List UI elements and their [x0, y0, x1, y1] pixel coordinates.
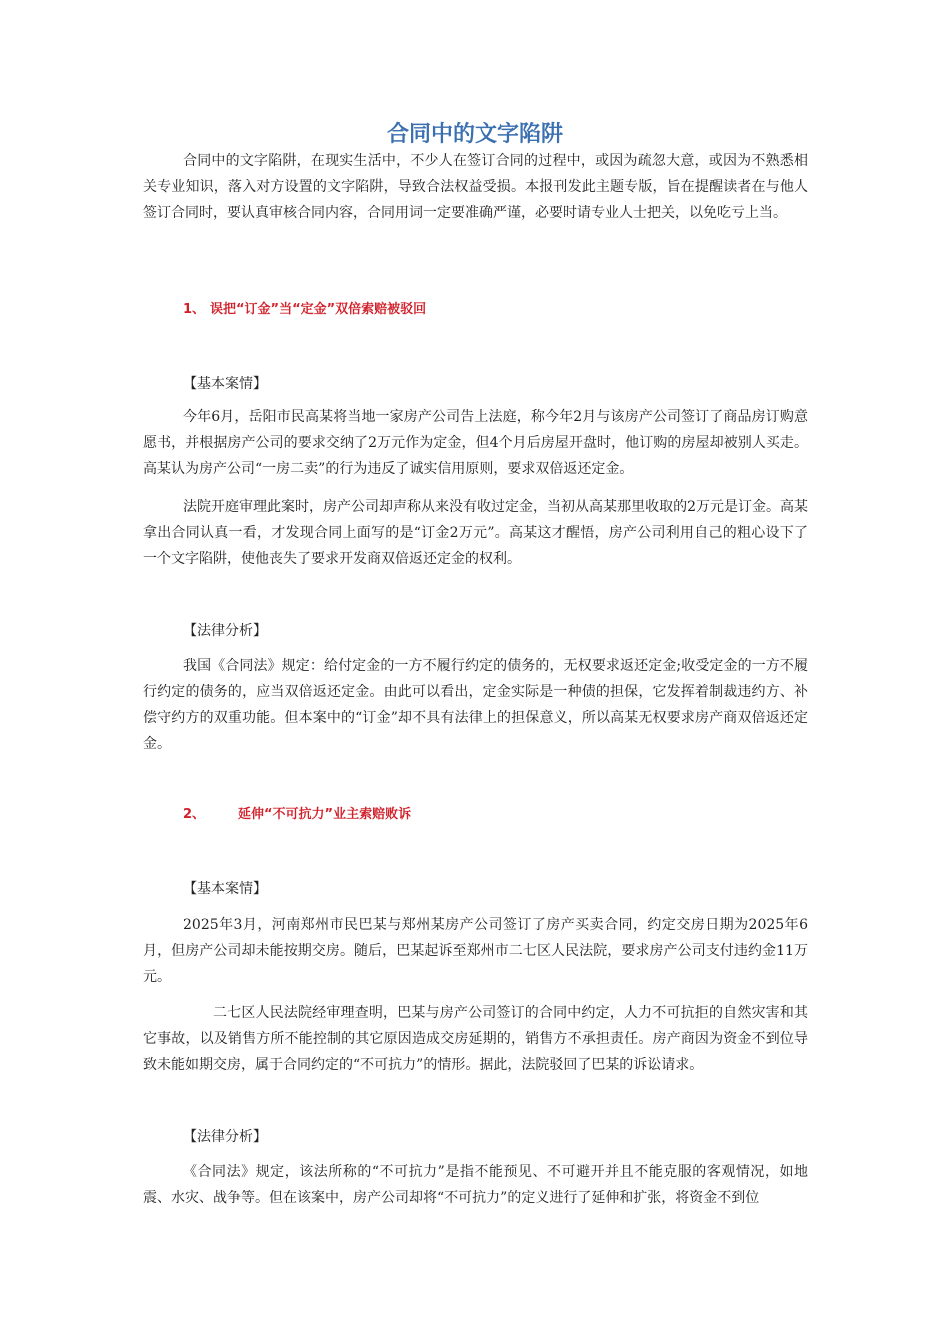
- section-2-analysis-paragraph: 《合同法》规定，该法所称的“不可抗力”是指不能预见、不可避开并且不能克服的客观情况，如地震、水灾、战争等。但在该案中，房产公司却将“不可抗力”的定义进行了延伸和扩张，将资金不到位: [143, 1164, 808, 1206]
- section-1-number: 1、: [183, 302, 206, 317]
- section-2-case-paragraph-2: 二七区人民法院经审理查明，巴某与房产公司签订的合同中约定，人力不可抗拒的自然灾害和其它事故，以及销售方所不能控制的其它原因造成交房延期的，销售方不承担责任。房产商因为资金不到位导致未能如期交房，属于合同约定的“不可抗力”的情形。据此，法院驳回了巴某的诉讼请求。: [143, 1005, 808, 1073]
- section-2-number: 2、: [183, 807, 206, 822]
- section-1-case-paragraph-1: 今年6月，岳阳市民高某将当地一家房产公司告上法庭，称今年2月与该房产公司签订了商品房订购意愿书，并根据房产公司的要求交纳了2万元作为定金，但4个月后房屋开盘时，他订购的房屋却被别人买走。高某认为房产公司“一房二卖”的行为违反了诚实信用原则，要求双倍返还定金。: [143, 409, 808, 477]
- section-1-analysis-paragraph: 我国《合同法》规定：给付定金的一方不履行约定的债务的，无权要求返还定金;收受定金的一方不履行约定的债务的，应当双倍返还定金。由此可以看出，定金实际是一种债的担保，它发挥着制裁违约方、补偿守约方的双重功能。但本案中的“订金”却不具有法律上的担保意义，所以高某无权要求房产商双倍返还定金。: [143, 658, 808, 752]
- section-1-title: 误把“订金”当“定金”双倍索赔被驳回: [210, 302, 427, 317]
- section-2-title: 延伸“不可抗力”业主索赔败诉: [238, 807, 412, 822]
- section-1-heading: [183, 300, 426, 320]
- section-1-analysis-label: 【法律分析】: [183, 623, 267, 639]
- section-2-analysis-label: 【法律分析】: [183, 1129, 267, 1145]
- section-2-case-paragraph-1: 2025年3月，河南郑州市民巴某与郑州某房产公司签订了房产买卖合同，约定交房日期为2025年6月，但房产公司却未能按期交房。随后，巴某起诉至郑州市二七区人民法院，要求房产公司支付违约金11万元。: [143, 917, 808, 985]
- intro-paragraph: 合同中的文字陷阱，在现实生活中，不少人在签订合同的过程中，或因为疏忽大意，或因为不熟悉相关专业知识，落入对方设置的文字陷阱，导致合法权益受损。本报刊发此主题专版，旨在提醒读者在与他人签订合同时，要认真审核合同内容，合同用词一定要准确严谨，必要时请专业人士把关，以免吃亏上当。: [143, 153, 808, 221]
- document-title: 合同中的文字陷阱: [386, 122, 563, 147]
- section-1-case-label: 【基本案情】: [183, 376, 267, 392]
- section-1-case-paragraph-2: 法院开庭审理此案时，房产公司却声称从来没有收过定金，当初从高某那里收取的2万元是订金。高某拿出合同认真一看，才发现合同上面写的是“订金2万元”。高某这才醒悟，房产公司利用自己的粗心设下了一个文字陷阱，使他丧失了要求开发商双倍返还定金的权利。: [143, 499, 808, 567]
- section-2-case-label: 【基本案情】: [183, 881, 267, 897]
- section-2-heading: [183, 805, 411, 825]
